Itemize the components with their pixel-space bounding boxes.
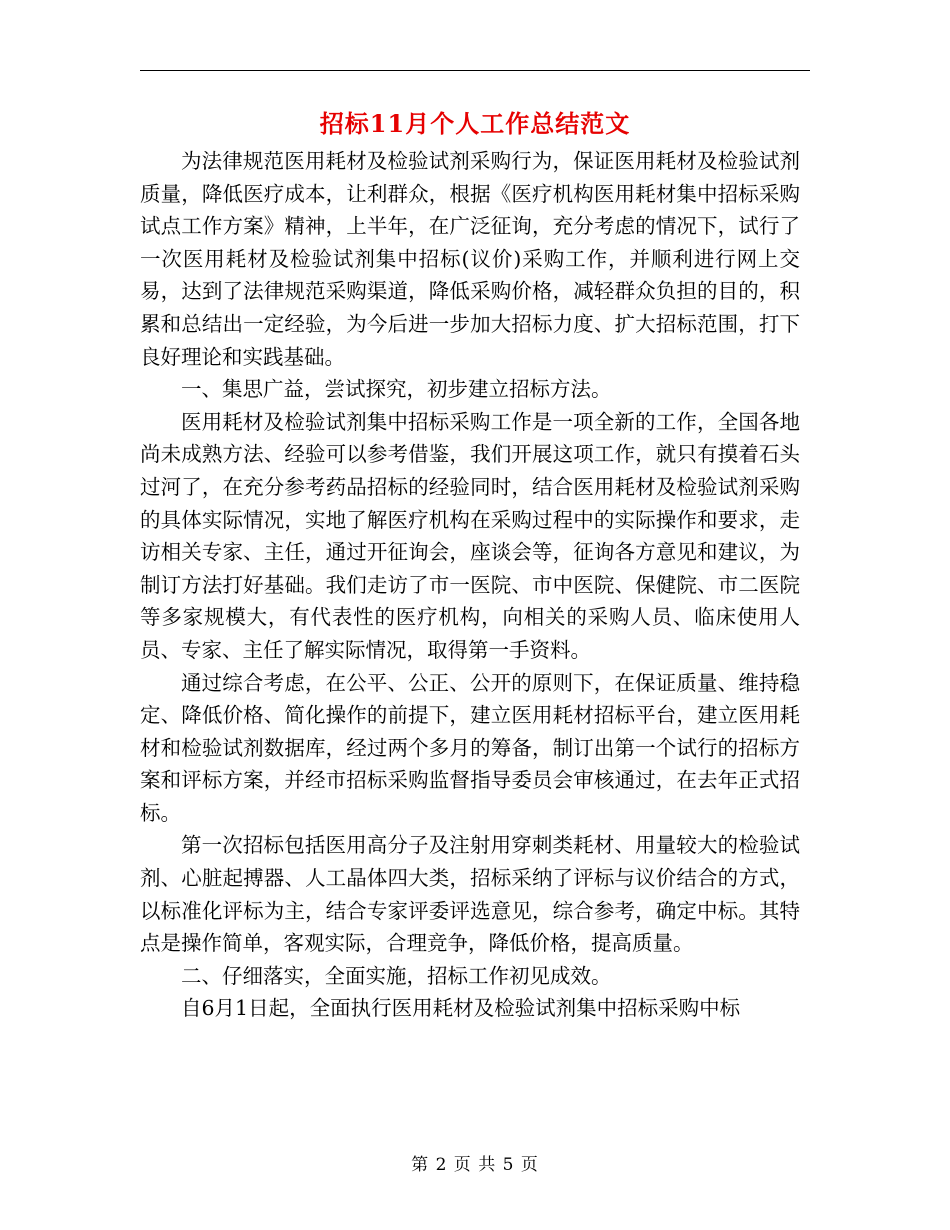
header-rule	[140, 70, 810, 71]
body-paragraph: 自6月1日起，全面执行医用耗材及检验试剂集中招标采购中标	[181, 996, 741, 1021]
body-paragraph: 第一次招标包括医用高分子及注射用穿刺类耗材、用量较大的检验试剂、心脏起搏器、人工晶体四大类，招标采纳了评标与议价结合的方式，以标准化评标为主，结合专家评委评选意见，综合参考，确定中标。其特点是操作简单，客观实际，合理竞争，降低价格，提高质量。	[140, 833, 800, 956]
section-heading: 一、集思广益，尝试探究，初步建立招标方法。	[181, 377, 612, 402]
body-paragraph: 医用耗材及检验试剂集中招标采购工作是一项全新的工作，全国各地尚未成熟方法、经验可以参考借鉴，我们开展这项工作，就只有摸着石头过河了，在充分参考药品招标的经验同时，结合医用耗材及检验试剂采购的具体实际情况，实地了解医疗机构在采购过程中的实际操作和要求，走访相关专家、主任，通过开征询会，座谈会等，征询各方意见和建议，为制订方法打好基础。我们走访了市一医院、市中医院、保健院、市二医院等多家规模大，有代表性的医疗机构，向相关的采购人员、临床使用人员、专家、主任了解实际情况，取得第一手资料。	[140, 409, 800, 662]
body-paragraph: 通过综合考虑，在公平、公正、公开的原则下，在保证质量、维持稳定、降低价格、简化操作的前提下，建立医用耗材招标平台，建立医用耗材和检验试剂数据库，经过两个多月的筹备，制订出第一个试行的招标方案和评标方案，并经市招标采购监督指导委员会审核通过，在去年正式招标。	[140, 670, 800, 825]
body-paragraph: 为法律规范医用耗材及检验试剂采购行为，保证医用耗材及检验试剂质量，降低医疗成本，让利群众，根据《医疗机构医用耗材集中招标采购试点工作方案》精神，上半年，在广泛征询，充分考虑的情况下，试行了一次医用耗材及检验试剂集中招标(议价)采购工作，并顺利进行网上交易，达到了法律规范采购渠道，降低采购价格，减轻群众负担的目的，积累和总结出一定经验，为今后进一步加大招标力度、扩大招标范围，打下良好理论和实践基础。	[140, 149, 800, 369]
document-title: 招标11月个人工作总结范文	[319, 109, 631, 138]
page-number: 第 2 页 共 5 页	[411, 1155, 539, 1175]
document-body	[140, 145, 800, 1025]
section-heading: 二、仔细落实，全面实施，招标工作初见成效。	[181, 963, 612, 988]
